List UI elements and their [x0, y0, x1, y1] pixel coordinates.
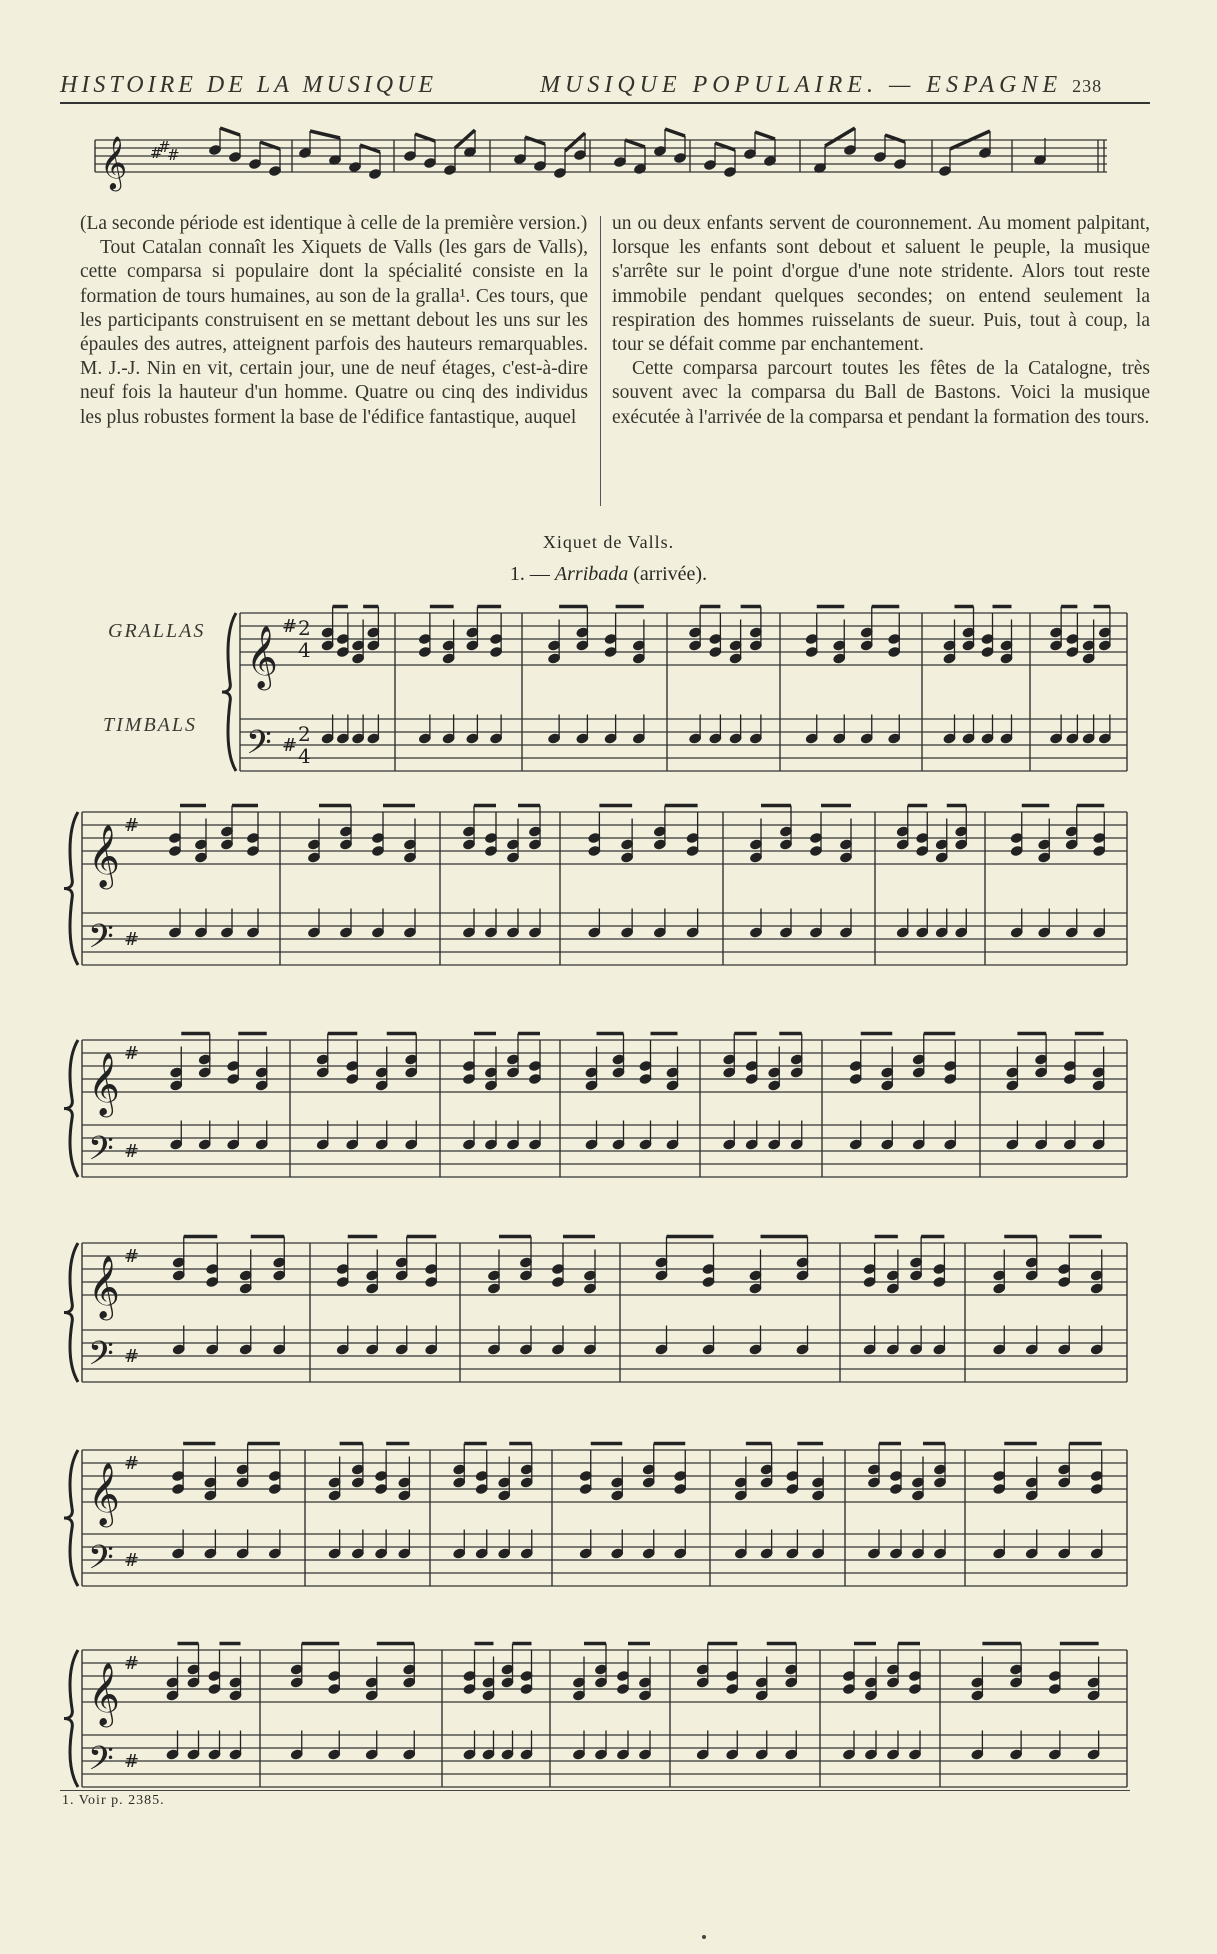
section-heading [0, 563, 1217, 586]
system-brace [64, 1450, 78, 1586]
music-glyph: # [282, 616, 298, 637]
page-number: 238 [1072, 76, 1103, 96]
music-glyph: 𝄞 [88, 1052, 120, 1115]
music-glyph: # [150, 144, 163, 162]
page-mark [702, 1935, 706, 1939]
music-glyph: # [124, 815, 140, 836]
paragraph: (La seconde période est identique à celle de la première version.) [80, 213, 588, 234]
footnote: 1. Voir p. 2385. [62, 1793, 165, 1808]
note-beam [825, 128, 855, 146]
column-divider [600, 216, 601, 506]
music-glyph: 4 [298, 638, 311, 662]
paragraph: Cette comparsa parcourt toutes les fêtes de la Catalogne, très souvent avec la comparsa du Ball de Bastons. Voici la musique exécutée à l'arrivée de la comparsa et pendant la formation des tours. [612, 358, 1150, 428]
note-beam [455, 130, 475, 148]
left-text-column [80, 212, 588, 430]
music-glyph: 𝄞 [246, 625, 278, 688]
music-glyph: # [124, 1550, 140, 1571]
note-beam [310, 131, 340, 138]
piece-title: Xiquet de Valls. [542, 532, 675, 552]
footnote-rule [60, 1790, 1130, 1791]
running-header-title: MUSIQUE POPULAIRE. — ESPAGNE [540, 72, 1063, 98]
note-beam [665, 129, 685, 136]
system-brace [64, 812, 78, 965]
paragraph: Tout Catalan connaît les Xiquets de Valls (les gars de Valls), cette comparsa si populaire dont la spécialité consiste en la formation de tours humaines, au son de la gralla¹. Ces tours, que les participants construisent en se mettant debout les uns sur les épaules des autres, atteignent parfois des hauteurs remarquables. M. J.-J. Nin en vit, certain jour, une de neuf étages, c'est-à-dire neuf fois la hauteur d'un homme. Quatre ou cinq des individus les plus robustes forment la base de l'édifice fantastique, auquel [80, 237, 588, 428]
paragraph: un ou deux enfants servent de couronnement. Au moment palpitant, lorsque les enfants sont debout et saluent le peuple, la musique s'arrête sur le point d'orgue d'une note stridente. Alors tout reste immobile pendant quelques secondes; on entend seulement la respiration des hommes ruisselants de sueur. Puis, tout à coup, la tour se défait comme par enchantement. [612, 213, 1150, 356]
music-glyph: 𝄢 [246, 724, 272, 770]
music-glyph: # [124, 1043, 140, 1064]
section-name: Arribada [554, 563, 629, 585]
note-beam [885, 135, 905, 142]
system-brace [64, 1040, 78, 1177]
music-glyph: 𝄞 [88, 1255, 120, 1318]
system-brace [222, 613, 236, 771]
right-text-column [612, 212, 1150, 430]
music-glyph: # [124, 1453, 140, 1474]
music-glyph: 𝄢 [88, 1335, 114, 1381]
running-header-left: HISTOIRE DE LA MUSIQUE [60, 72, 438, 98]
note-beam [625, 140, 645, 147]
music-glyph: 𝄢 [88, 1539, 114, 1585]
upper-staff-label: GRALLAS [108, 620, 206, 642]
music-glyph: 𝄢 [88, 1130, 114, 1176]
music-glyph: 𝄞 [88, 1662, 120, 1725]
music-glyph: # [124, 929, 140, 950]
system-brace [64, 1243, 78, 1382]
music-glyph: # [282, 735, 298, 756]
music-glyph: # [167, 146, 180, 164]
section-number: 1. — [509, 563, 550, 585]
music-glyph: 𝄢 [88, 1740, 114, 1786]
lower-staff-label: TIMBALS [103, 714, 197, 736]
note-beam [755, 132, 775, 139]
music-glyph: 4 [298, 744, 311, 768]
music-glyph: # [124, 1346, 140, 1367]
section-gloss: (arrivée). [633, 563, 708, 585]
music-glyph: 𝄞 [100, 135, 128, 189]
music-glyph: 2 [298, 616, 311, 640]
music-glyph: 𝄞 [88, 1462, 120, 1525]
note-beam [220, 128, 240, 135]
music-glyph: # [124, 1246, 140, 1267]
system-brace [64, 1650, 78, 1787]
music-glyph: # [124, 1653, 140, 1674]
music-glyph: 𝄢 [88, 918, 114, 964]
music-glyph: 2 [298, 722, 311, 746]
music-glyph: 𝄞 [88, 824, 120, 887]
note-beam [715, 143, 735, 150]
music-glyph: # [158, 138, 171, 156]
music-glyph: # [124, 1751, 140, 1772]
music-glyph: # [124, 1141, 140, 1162]
